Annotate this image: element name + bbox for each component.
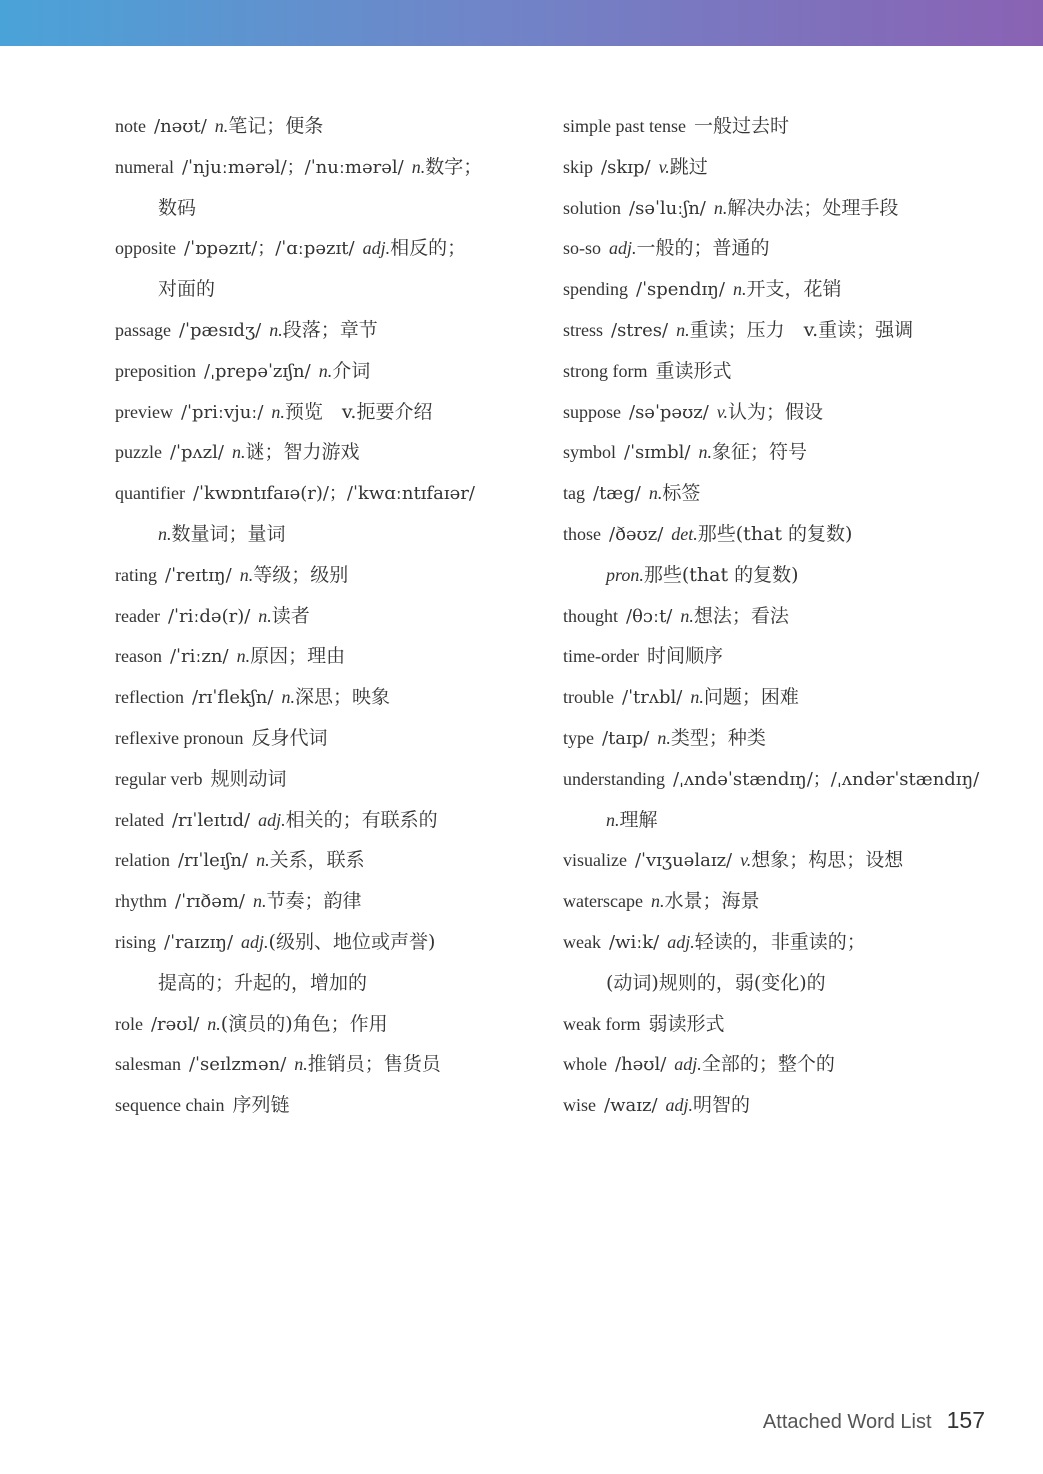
entry-part-of-speech: n. [239, 564, 254, 585]
header-color-band [0, 0, 1043, 46]
entry-part-of-speech: n. [294, 1054, 308, 1075]
entry-meaning: 一般过去时 [693, 115, 789, 137]
entry-word: reason [115, 646, 162, 667]
footer-title: Attached Word List [762, 1411, 932, 1433]
entry-word: preposition [115, 360, 196, 381]
entry-word: weak form [563, 1013, 641, 1034]
entry-phonetic: /ˈreɪtɪŋ/ [165, 564, 232, 586]
entry-phonetic: /nəʊt/ [154, 116, 207, 137]
entry-meaning: 明智的 [693, 1094, 751, 1117]
entry-phonetic: /ˈriːdə(r)/ [167, 605, 251, 627]
entry-meaning: 那些(that 的复数) [643, 563, 799, 586]
entry-phonetic: /ˈpæsɪdʒ/ [178, 319, 262, 341]
entry-part-of-speech: n. [698, 442, 712, 463]
word-entry [563, 677, 1013, 718]
entry-meaning: 跳过 [669, 155, 708, 178]
entry-word: thought [563, 605, 619, 626]
entry-meaning: 段落；章节 [282, 318, 378, 341]
word-entry [115, 1004, 565, 1045]
entry-meaning: 关系，联系 [269, 849, 365, 872]
entry-part-of-speech: v. [716, 401, 728, 422]
entry-part-of-speech: n. [676, 319, 690, 340]
entry-part-of-speech: n. [690, 687, 704, 708]
entry-phonetic: /həʊl/ [615, 1054, 667, 1076]
entry-meaning: 理解 [619, 808, 658, 831]
entry-word: understanding [563, 768, 665, 789]
entry-part-of-speech: n. [281, 687, 295, 708]
word-entry [115, 922, 565, 963]
entry-part-of-speech: n. [732, 279, 747, 300]
entry-phonetic: /taɪp/ [602, 727, 650, 749]
entry-phonetic: /wiːk/ [608, 931, 660, 953]
entry-phonetic: /θɔːt/ [626, 605, 673, 627]
entry-word: time-order [563, 646, 639, 667]
entry-word: type [563, 727, 594, 748]
entry-meaning: 数字； [425, 155, 483, 178]
word-entry [563, 922, 1013, 963]
entry-word: suppose [563, 401, 621, 422]
entry-phonetic: /rɪˈflekʃn/ [191, 687, 274, 709]
word-entry [115, 310, 565, 351]
entry-meaning: 象征；符号 [711, 441, 807, 464]
entry-phonetic: /skɪp/ [601, 156, 651, 178]
entry-phonetic: /rɪˈleɪtɪd/ [171, 809, 251, 831]
entry-phonetic: /ˈnjuːmərəl/；/ˈnuːmərəl/ [181, 156, 404, 178]
entry-meaning: 轻读的，非重读的； [694, 930, 866, 953]
word-entry [563, 596, 1013, 637]
entry-continuation [115, 514, 565, 555]
entry-meaning: 全部的；整个的 [701, 1053, 835, 1076]
entry-meaning: 标签 [662, 482, 701, 505]
entry-word: rhythm [115, 891, 167, 912]
entry-meaning: 相反的； [390, 237, 467, 260]
entry-part-of-speech: v. [658, 156, 670, 177]
entry-phonetic: /ˌʌndəˈstændɪŋ/；/ˌʌndərˈstændɪŋ/ [672, 768, 980, 790]
entry-continuation [563, 800, 1013, 841]
entry-word: whole [563, 1054, 607, 1075]
entry-part-of-speech: n. [657, 727, 671, 748]
word-entry [115, 840, 565, 881]
entry-part-of-speech: n. [158, 523, 172, 544]
entry-word: wise [563, 1095, 596, 1116]
entry-meaning: 类型；种类 [670, 726, 766, 749]
entry-word: reflexive pronoun [115, 727, 244, 748]
entry-meaning: 笔记；便条 [228, 115, 324, 137]
entry-part-of-speech: n. [236, 646, 251, 667]
entry-phonetic: /ˌprepəˈzɪʃn/ [204, 360, 311, 382]
word-entry [115, 432, 565, 473]
word-entry [115, 473, 565, 514]
entry-word: waterscape [563, 891, 643, 912]
entry-meaning: 想法；看法 [693, 604, 789, 627]
entry-word: rising [115, 931, 157, 952]
word-entry [115, 1044, 565, 1085]
entry-word: note [115, 116, 146, 136]
entry-phonetic: /səˈpəʊz/ [629, 401, 709, 423]
entry-phonetic: /ˈkwɒntɪfaɪə(r)/；/ˈkwɑːntɪfaɪər/ [192, 483, 475, 505]
entry-word: relation [115, 850, 170, 871]
entry-part-of-speech: v. [740, 850, 752, 871]
entry-word: simple past tense [563, 116, 686, 136]
entry-word: strong form [563, 360, 648, 381]
word-entry [563, 636, 1013, 677]
entry-word: symbol [563, 442, 617, 463]
entry-phonetic: /ˈsɪmbl/ [624, 442, 691, 464]
entry-continuation [563, 963, 1013, 1004]
word-entry [563, 188, 1013, 229]
entry-meaning: 反身代词 [251, 726, 328, 749]
entry-part-of-speech: adj. [674, 1054, 702, 1075]
word-entry [115, 800, 565, 841]
entry-meaning: (动词)规则的，弱(变化)的 [606, 971, 826, 994]
entry-part-of-speech: n. [253, 891, 267, 912]
word-entry [563, 269, 1013, 310]
entry-phonetic: /ˈvɪʒuəlaɪz/ [634, 850, 733, 872]
entry-word: opposite [115, 238, 176, 259]
entry-word: passage [115, 319, 171, 340]
entry-phonetic: /ˈpʌzl/ [169, 442, 224, 464]
entry-word: reflection [115, 687, 184, 708]
entry-word: those [563, 523, 601, 544]
entry-meaning: (级别、地位或声誉) [268, 930, 436, 953]
word-entry [115, 147, 565, 188]
entry-meaning: 重读形式 [655, 359, 732, 382]
entry-phonetic: /səˈluːʃn/ [629, 197, 706, 219]
entry-part-of-speech: n. [214, 116, 229, 136]
word-entry [115, 392, 565, 433]
entry-part-of-speech: det. [671, 523, 698, 544]
entry-phonetic: /rəʊl/ [150, 1013, 200, 1035]
entry-meaning: 开支，花销 [746, 278, 842, 301]
entry-meaning: 规则动词 [210, 767, 287, 790]
entry-meaning: 认为；假设 [727, 400, 823, 423]
entry-part-of-speech: adj. [258, 809, 286, 830]
entry-phonetic: /ˈspendɪŋ/ [636, 279, 725, 301]
entry-part-of-speech: adj. [241, 931, 269, 952]
word-entry [115, 718, 565, 759]
word-entry [115, 351, 565, 392]
entry-meaning: (演员的)角色；作用 [220, 1012, 388, 1035]
entry-meaning: 读者 [271, 604, 310, 627]
entry-meaning: 介词 [332, 359, 371, 382]
word-entry [563, 881, 1013, 922]
entry-word: spending [563, 279, 628, 300]
entry-phonetic: /waɪz/ [604, 1095, 658, 1117]
word-entry [115, 596, 565, 637]
word-entry [563, 1044, 1013, 1085]
entry-continuation [563, 555, 1013, 596]
word-entry [563, 432, 1013, 473]
entry-phonetic: /tæg/ [593, 483, 641, 505]
entry-part-of-speech: n. [606, 809, 620, 830]
entry-phonetic: /rɪˈleɪʃn/ [177, 850, 249, 872]
word-entry [115, 106, 565, 147]
entry-part-of-speech: n. [207, 1013, 221, 1034]
entry-word: quantifier [115, 483, 185, 504]
entry-meaning: 水景；海景 [664, 890, 760, 913]
word-entry [563, 718, 1013, 759]
word-entry [563, 106, 1013, 147]
entry-phonetic: /ˈraɪzɪŋ/ [164, 931, 234, 953]
entry-word: role [115, 1013, 143, 1034]
entry-phonetic: /ˈseɪlzmən/ [188, 1054, 287, 1076]
entry-meaning: 问题；困难 [703, 686, 799, 709]
entry-word: numeral [115, 156, 174, 177]
entry-word: sequence chain [115, 1095, 225, 1116]
word-entry [563, 473, 1013, 514]
entry-phonetic: /ˈrɪðəm/ [175, 891, 245, 913]
entry-word: so-so [563, 238, 602, 259]
page-number: 157 [946, 1407, 985, 1433]
entry-part-of-speech: n. [318, 360, 333, 381]
entry-word: stress [563, 319, 603, 340]
entry-part-of-speech: n. [411, 156, 426, 177]
entry-phonetic: /ˈɒpəzɪt/；/ˈɑːpəzɪt/ [184, 238, 355, 260]
entry-part-of-speech: n. [258, 605, 272, 626]
word-entry [563, 310, 1013, 351]
entry-word: tag [563, 483, 585, 504]
entry-meaning: 数量词；量词 [171, 522, 286, 545]
entry-part-of-speech: adj. [665, 1095, 694, 1116]
entry-meaning: 那些(that 的复数) [697, 522, 853, 545]
entry-word: reader [115, 605, 160, 626]
entry-part-of-speech: pron. [606, 564, 644, 585]
entry-meaning: 序列链 [232, 1094, 290, 1117]
entry-phonetic: /stres/ [611, 319, 669, 341]
entry-part-of-speech: n. [271, 401, 285, 422]
word-entry [115, 555, 565, 596]
page-footer [763, 1402, 985, 1438]
word-entry [563, 759, 1013, 800]
word-entry [563, 1004, 1013, 1045]
entry-word: solution [563, 197, 622, 218]
word-entry [563, 392, 1013, 433]
entry-word: salesman [115, 1054, 181, 1075]
entry-meaning: 预览 v.扼要介绍 [284, 400, 433, 423]
entry-meaning: 对面的 [158, 278, 216, 301]
word-entry [563, 840, 1013, 881]
entry-meaning: 谜；智力游戏 [245, 441, 360, 464]
entry-part-of-speech: n. [713, 197, 728, 218]
entry-phonetic: /ˈtrʌbl/ [622, 687, 683, 709]
entry-word: related [115, 809, 164, 830]
entry-word: rating [115, 564, 157, 585]
entry-meaning: 原因；理由 [250, 645, 346, 668]
entry-part-of-speech: n. [650, 891, 665, 912]
word-entry [563, 147, 1013, 188]
entry-part-of-speech: adj. [362, 238, 391, 259]
entry-meaning: 提高的；升起的，增加的 [158, 971, 368, 994]
entry-part-of-speech: n. [231, 442, 246, 463]
entry-word: preview [115, 401, 173, 422]
entry-word: puzzle [115, 442, 162, 463]
word-entry [563, 514, 1013, 555]
entry-part-of-speech: adj. [609, 238, 637, 259]
entry-meaning: 推销员；售货员 [307, 1053, 441, 1076]
entry-meaning: 想象；构思；设想 [751, 849, 904, 872]
entry-word: visualize [563, 850, 627, 871]
entry-part-of-speech: n. [256, 850, 270, 871]
word-entry [115, 228, 565, 269]
entry-meaning: 一般的；普通的 [636, 237, 770, 260]
word-entry [115, 1085, 565, 1126]
word-list-left-column [115, 106, 565, 1126]
entry-phonetic: /ˈpriːvjuː/ [180, 401, 264, 423]
word-entry [563, 1085, 1013, 1126]
entry-meaning: 相关的；有联系的 [285, 808, 438, 831]
entry-meaning: 解决办法；处理手段 [727, 196, 899, 219]
word-entry [563, 351, 1013, 392]
entry-meaning: 等级；级别 [253, 563, 349, 586]
entry-phonetic: /ˈriːzn/ [169, 646, 229, 668]
word-entry [115, 636, 565, 677]
entry-part-of-speech: adj. [667, 931, 695, 952]
word-list-right-column [563, 106, 1013, 1126]
entry-word: trouble [563, 687, 614, 708]
word-entry [115, 759, 565, 800]
entry-continuation [115, 963, 565, 1004]
entry-word: weak [563, 931, 601, 952]
entry-part-of-speech: n. [269, 319, 283, 340]
entry-word: regular verb [115, 768, 203, 789]
entry-word: skip [563, 156, 594, 177]
entry-continuation [115, 269, 565, 310]
entry-meaning: 重读；压力 v.重读；强调 [689, 318, 914, 341]
word-entry [115, 677, 565, 718]
entry-continuation [115, 188, 565, 229]
entry-meaning: 数码 [158, 196, 197, 219]
entry-meaning: 节奏；韵律 [266, 890, 362, 913]
word-entry [115, 881, 565, 922]
entry-part-of-speech: n. [648, 483, 663, 504]
entry-part-of-speech: n. [680, 605, 694, 626]
entry-phonetic: /ðəʊz/ [609, 523, 664, 545]
word-entry [563, 228, 1013, 269]
entry-meaning: 时间顺序 [646, 645, 723, 668]
entry-meaning: 弱读形式 [648, 1012, 725, 1035]
entry-meaning: 深思；映象 [294, 686, 390, 709]
